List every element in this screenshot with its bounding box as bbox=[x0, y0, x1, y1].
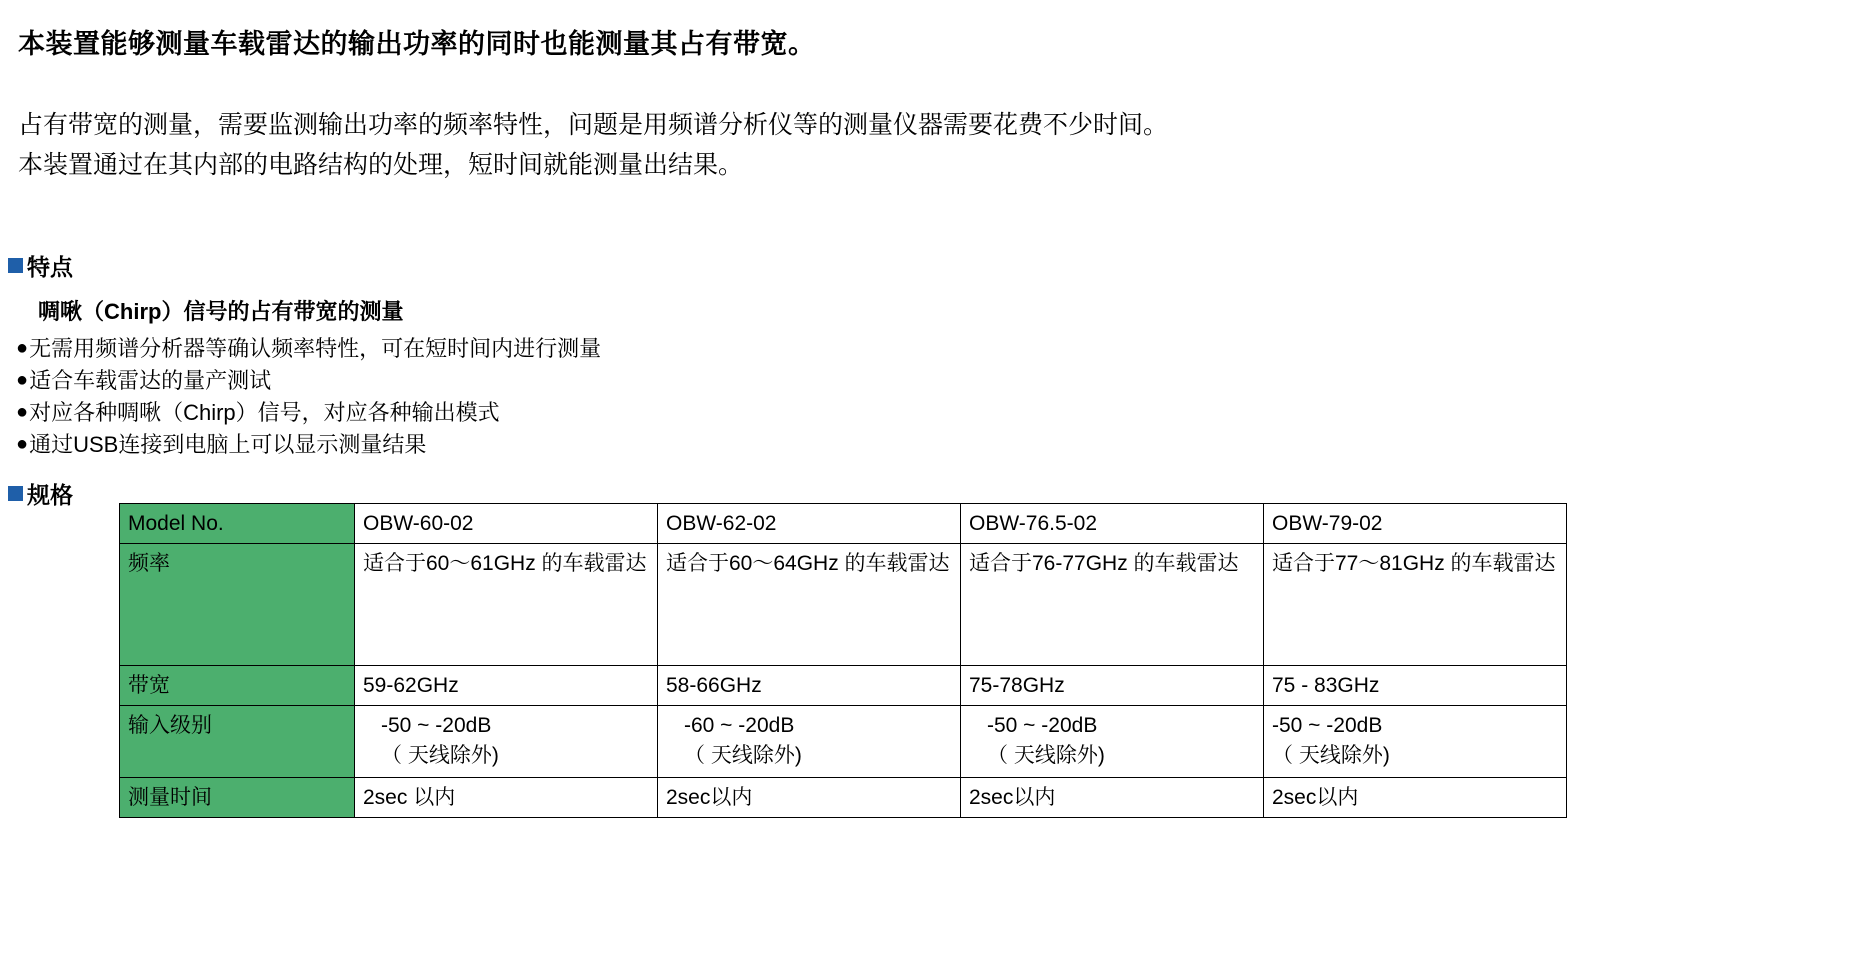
intro-paragraph bbox=[18, 105, 1858, 185]
cell-model-4: OBW-79-02 bbox=[1264, 504, 1567, 544]
list-item-label: 无需用频谱分析器等确认频率特性，可在短时间内进行测量 bbox=[29, 336, 602, 361]
row-header-frequency: 频率 bbox=[120, 544, 355, 666]
cell-input-level-3 bbox=[961, 706, 1264, 778]
square-bullet-icon bbox=[8, 486, 23, 501]
cell-input-level-1-line1: -50 ~ -20dB bbox=[381, 714, 492, 737]
cell-input-level-2-line2: （ 天线除外) bbox=[684, 744, 802, 767]
cell-bandwidth-1: 59-62GHz bbox=[355, 666, 658, 706]
cell-bandwidth-4: 75 - 83GHz bbox=[1264, 666, 1567, 706]
cell-model-2: OBW-62-02 bbox=[658, 504, 961, 544]
cell-measure-time-3: 2sec以内 bbox=[961, 778, 1264, 818]
cell-input-level-1-line2: （ 天线除外) bbox=[381, 744, 499, 767]
features-heading-label: 特点 bbox=[27, 254, 73, 280]
list-item-label: 适合车载雷达的量产测试 bbox=[29, 368, 272, 393]
cell-input-level-3-line2: （ 天线除外) bbox=[987, 744, 1105, 767]
bullet-dot-icon: ● bbox=[16, 369, 29, 391]
specs-heading-label: 规格 bbox=[27, 482, 73, 508]
cell-frequency-4: 适合于77～81GHz 的车载雷达 bbox=[1264, 544, 1567, 666]
cell-frequency-3: 适合于76-77GHz 的车载雷达 bbox=[961, 544, 1264, 666]
cell-frequency-1: 适合于60～61GHz 的车载雷达 bbox=[355, 544, 658, 666]
cell-bandwidth-3: 75-78GHz bbox=[961, 666, 1264, 706]
list-item bbox=[16, 333, 601, 365]
list-item bbox=[16, 365, 601, 397]
row-header-model: Model No. bbox=[120, 504, 355, 544]
cell-measure-time-4: 2sec以内 bbox=[1264, 778, 1567, 818]
row-header-measure-time: 测量时间 bbox=[120, 778, 355, 818]
bullet-dot-icon: ● bbox=[16, 337, 29, 359]
square-bullet-icon bbox=[8, 258, 23, 273]
bullet-dot-icon: ● bbox=[16, 433, 29, 455]
bullet-dot-icon: ● bbox=[16, 401, 29, 423]
cell-input-level-4-line2: （ 天线除外) bbox=[1272, 744, 1390, 767]
cell-bandwidth-2: 58-66GHz bbox=[658, 666, 961, 706]
cell-input-level-2-line1: -60 ~ -20dB bbox=[684, 714, 795, 737]
feature-bullet-list bbox=[16, 333, 601, 461]
feature-subtitle: 啁啾（Chirp）信号的占有带宽的测量 bbox=[38, 299, 404, 324]
table-row bbox=[120, 504, 1567, 544]
list-item bbox=[16, 429, 601, 461]
list-item-label: 对应各种啁啾（Chirp）信号，对应各种输出模式 bbox=[29, 400, 500, 425]
table-row bbox=[120, 666, 1567, 706]
cell-input-level-3-line1: -50 ~ -20dB bbox=[987, 714, 1098, 737]
row-header-input-level: 输入级别 bbox=[120, 706, 355, 778]
cell-frequency-2: 适合于60～64GHz 的车载雷达 bbox=[658, 544, 961, 666]
cell-input-level-4-line1: -50 ~ -20dB bbox=[1272, 714, 1383, 737]
cell-model-3: OBW-76.5-02 bbox=[961, 504, 1264, 544]
table-row bbox=[120, 706, 1567, 778]
intro-line-1: 占有带宽的测量，需要监测输出功率的频率特性，问题是用频谱分析仪等的测量仪器需要花费不少时间。 bbox=[18, 111, 1169, 139]
features-section-heading bbox=[8, 249, 73, 282]
cell-input-level-4 bbox=[1264, 706, 1567, 778]
table-row bbox=[120, 544, 1567, 666]
page-title: 本装置能够测量车载雷达的输出功率的同时也能测量其占有带宽。 bbox=[18, 29, 816, 59]
cell-model-1: OBW-60-02 bbox=[355, 504, 658, 544]
specs-section-heading bbox=[8, 477, 73, 510]
row-header-bandwidth: 带宽 bbox=[120, 666, 355, 706]
table-row bbox=[120, 778, 1567, 818]
list-item-label: 通过USB连接到电脑上可以显示测量结果 bbox=[29, 432, 427, 457]
intro-line-2: 本装置通过在其内部的电路结构的处理，短时间就能测量出结果。 bbox=[18, 151, 744, 179]
specification-table bbox=[119, 503, 1567, 818]
list-item bbox=[16, 397, 601, 429]
cell-input-level-1 bbox=[355, 706, 658, 778]
cell-measure-time-2: 2sec以内 bbox=[658, 778, 961, 818]
cell-input-level-2 bbox=[658, 706, 961, 778]
cell-measure-time-1: 2sec 以内 bbox=[355, 778, 658, 818]
